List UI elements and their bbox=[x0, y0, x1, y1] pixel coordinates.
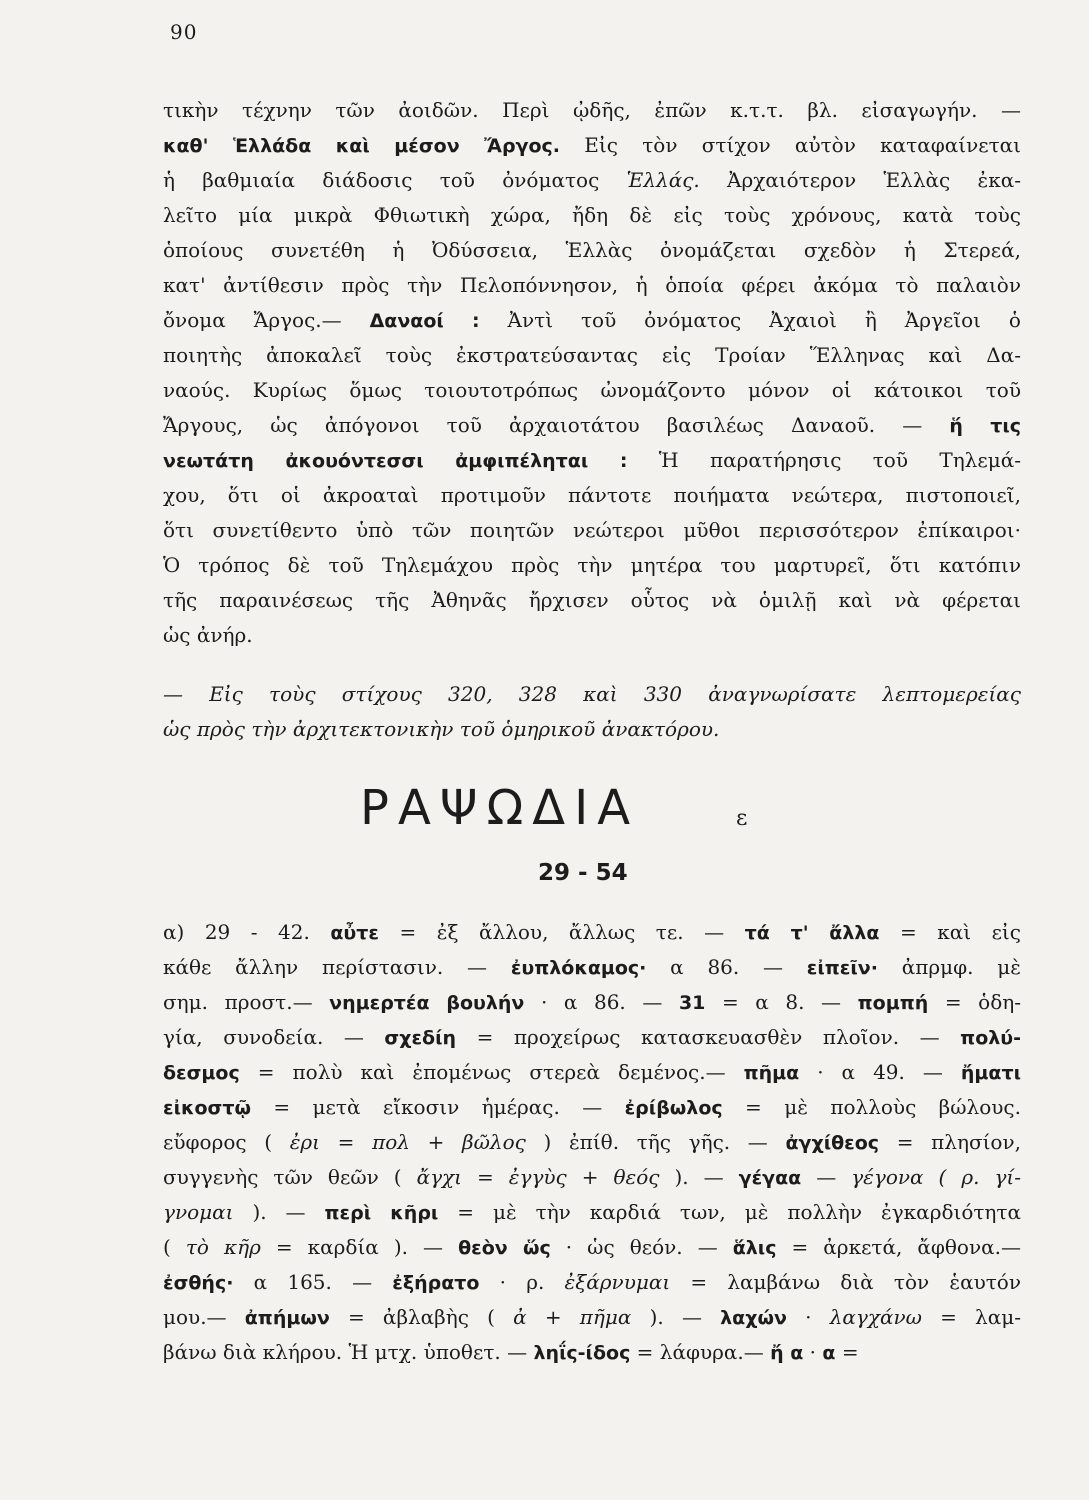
text-run: ὡς ἀνήρ. bbox=[163, 623, 253, 647]
text-run: = μετὰ εἴκοσιν ἡμέρας. — bbox=[250, 1095, 625, 1119]
text-run: κατ' ἀντίθεσιν πρὸς τὴν Πελοπόννησον, ἡ ὁποία φέρει ἀκόμα τὸ παλαιὸν bbox=[163, 273, 1021, 297]
text-line bbox=[163, 1230, 1021, 1265]
text-line bbox=[163, 677, 1021, 712]
text-run: = ἀρκετά, ἄφθονα.— bbox=[776, 1235, 1021, 1259]
text-run: = ἐξ ἄλλου, ἄλλως τε. — bbox=[378, 920, 745, 944]
architecture-note bbox=[163, 677, 1021, 747]
lemma: καθ' Ἑλλάδα καὶ μέσον Ἄργος. bbox=[163, 135, 561, 157]
text-line bbox=[163, 548, 1021, 583]
text-line bbox=[163, 128, 1021, 163]
text-run: λεῖτο μία μικρὰ Φθιωτικὴ χώρα, ἤδη δὲ εἰς τοὺς χρόνους, κατὰ τοὺς bbox=[163, 203, 1021, 227]
lemma: εἰπεῖν· bbox=[806, 957, 878, 979]
text-run: · bbox=[803, 1340, 823, 1364]
text-line bbox=[163, 950, 1021, 985]
text-run: = ἀβλαβὴς ( bbox=[329, 1305, 514, 1329]
lemma: δεσμος bbox=[163, 1062, 240, 1084]
lemma: πῆμα bbox=[743, 1062, 800, 1084]
text-line bbox=[163, 1090, 1021, 1125]
text-line bbox=[163, 1020, 1021, 1055]
text-run: συγγενὴς τῶν θεῶν ( bbox=[163, 1165, 417, 1189]
italic-text: ἀ + πῆμα bbox=[513, 1305, 632, 1329]
lemma: ἐξήρατο bbox=[392, 1272, 480, 1294]
text-run: βάνω διὰ κλήρου. Ἡ μτχ. ὑποθετ. — bbox=[163, 1340, 534, 1364]
text-run: εὔφορος ( bbox=[163, 1130, 290, 1154]
text-run: · ρ. bbox=[479, 1270, 565, 1294]
rhapsody-letter: ε bbox=[736, 806, 748, 831]
lemma: ἐσθής· bbox=[163, 1272, 234, 1294]
lemma: ἐυπλόκαμος· bbox=[510, 957, 647, 979]
text-run: ). — bbox=[233, 1200, 325, 1224]
text-run: = λαμ- bbox=[921, 1305, 1021, 1329]
text-run: = λάφυρα.— bbox=[630, 1340, 771, 1364]
text-run: ὄνομα Ἄργος.— bbox=[163, 308, 370, 332]
italic-text: γνομαι bbox=[163, 1200, 234, 1224]
lemma: ἀπήμων bbox=[244, 1307, 330, 1329]
text-run: = α 8. — bbox=[705, 990, 858, 1014]
italic-text: τὸ κῆρ bbox=[185, 1235, 261, 1259]
text-line bbox=[163, 303, 1021, 338]
text-line bbox=[163, 198, 1021, 233]
text-run: ὡς πρὸς τὴν ἀρχιτεκτονικὴν τοῦ ὁμηρικοῦ ἀνακτόρου. bbox=[163, 717, 720, 741]
text-line bbox=[163, 513, 1021, 548]
text-line bbox=[163, 915, 1021, 950]
lemma: θεὸν ὥς bbox=[458, 1237, 551, 1259]
text-run: χου, ὅτι οἱ ἀκροαταὶ προτιμοῦν πάντοτε ποιήματα νεώτερα, πιστοποιεῖ, bbox=[163, 483, 1021, 507]
lemma: ληΐς-ίδος bbox=[533, 1342, 631, 1364]
text-run: · α 49. — bbox=[799, 1060, 961, 1084]
text-run: ἀπρμφ. μὲ bbox=[877, 955, 1021, 979]
text-line bbox=[163, 1055, 1021, 1090]
text-line bbox=[163, 712, 1021, 747]
page-number: 90 bbox=[170, 20, 198, 44]
lemma: περὶ κῆρι bbox=[324, 1202, 439, 1224]
text-run: τῆς παραινέσεως τῆς Ἀθηνᾶς ἤρχισεν οὗτος νὰ ὁμιλῇ καὶ νὰ φέρεται bbox=[163, 588, 1021, 612]
text-line bbox=[163, 163, 1021, 198]
lemma: σχεδίη bbox=[384, 1027, 457, 1049]
text-run: = καὶ εἰς bbox=[879, 920, 1021, 944]
text-run: = μὲ πολλοὺς βώλους. bbox=[722, 1095, 1021, 1119]
text-run: α) 29 - 42. bbox=[163, 920, 331, 944]
text-line bbox=[163, 443, 1021, 478]
lemma: ἐρίβωλος bbox=[624, 1097, 723, 1119]
text-line bbox=[163, 478, 1021, 513]
text-run: · bbox=[786, 1305, 830, 1329]
lemma: α bbox=[822, 1342, 836, 1364]
text-run: = πολὺ καὶ ἐπομένως στερεὰ δεμένος.— bbox=[239, 1060, 744, 1084]
text-run: = ὁδη- bbox=[928, 990, 1021, 1014]
text-run: ναούς. Κυρίως ὅμως τοιουτοτρόπως ὠνομάζοντο μόνον οἱ κάτοικοι τοῦ bbox=[163, 378, 1021, 402]
text-run: σημ. προστ.— bbox=[163, 990, 330, 1014]
text-run: = λαμβάνω διὰ τὸν ἑαυτόν bbox=[670, 1270, 1022, 1294]
text-line bbox=[163, 1335, 1021, 1370]
text-run: ). — bbox=[631, 1305, 721, 1329]
text-run: Ὁ τρόπος δὲ τοῦ Τηλεμάχου πρὸς τὴν μητέρα του μαρτυρεῖ, ὅτι κατόπιν bbox=[163, 553, 1021, 577]
lemma: λαχών bbox=[720, 1307, 787, 1329]
lemma: πολύ- bbox=[960, 1027, 1021, 1049]
text-run: Εἰς τὸν στίχον αὐτὸν καταφαίνεται bbox=[560, 133, 1021, 157]
text-run: α 86. — bbox=[646, 955, 807, 979]
text-run: ὁποίους συνετέθη ἡ Ὀδύσσεια, Ἑλλὰς ὀνομάζεται σχεδὸν ἡ Στερεά, bbox=[163, 238, 1021, 262]
text-run: ἡ βαθμιαία διάδοσις τοῦ ὀνόματος bbox=[163, 168, 627, 192]
lemma: 31 bbox=[678, 992, 706, 1014]
text-run: γία, συνοδεία. — bbox=[163, 1025, 385, 1049]
text-line bbox=[163, 268, 1021, 303]
text-line bbox=[163, 1125, 1021, 1160]
text-run: = πλησίον, bbox=[879, 1130, 1021, 1154]
text-run: α 165. — bbox=[233, 1270, 393, 1294]
text-line bbox=[163, 93, 1021, 128]
italic-text: λαγχάνω bbox=[829, 1305, 922, 1329]
lemma: εἰκοστῷ bbox=[163, 1097, 251, 1119]
verse-range: 29 - 54 bbox=[538, 860, 628, 886]
text-line bbox=[163, 1195, 1021, 1230]
text-run: ) ἐπίθ. τῆς γῆς. — bbox=[525, 1130, 786, 1154]
italic-text: ἐρι = πολ + βῶλος bbox=[289, 1130, 526, 1154]
text-run: μου.— bbox=[163, 1305, 245, 1329]
text-run: Ἄργους, ὡς ἀπόγονοι τοῦ ἀρχαιοτάτου βασιλέως Δαναοῦ. — bbox=[163, 413, 950, 437]
lemma: ἤματι bbox=[960, 1062, 1021, 1084]
text-run: Ἡ παρατήρησις τοῦ Τηλεμά- bbox=[627, 448, 1021, 472]
text-line bbox=[163, 1300, 1021, 1335]
italic-text: ἄγχι = ἐγγὺς + θεός bbox=[416, 1165, 660, 1189]
text-line bbox=[163, 1160, 1021, 1195]
text-run: · ὡς θεόν. — bbox=[550, 1235, 733, 1259]
lemma: νεωτάτη ἀκουόντεσσι ἀμφιπέληται : bbox=[163, 450, 628, 472]
lemma: ἥ τις bbox=[949, 415, 1022, 437]
text-line bbox=[163, 618, 1021, 653]
lemma: ἅλις bbox=[732, 1237, 777, 1259]
rhapsody-title: ΡΑΨΩΔΙΑ bbox=[360, 780, 640, 836]
text-run: · α 86. — bbox=[524, 990, 679, 1014]
text-line bbox=[163, 373, 1021, 408]
text-run: Ἀντὶ τοῦ ὀνόματος Ἀχαιοὶ ἢ Ἀργεῖοι ὁ bbox=[479, 308, 1021, 332]
text-line bbox=[163, 1265, 1021, 1300]
text-run: — Εἰς τοὺς στίχους 320, 328 καὶ 330 ἀναγνωρίσατε λεπτομερείας bbox=[163, 682, 1021, 706]
text-run: Ἀρχαιότερον Ἑλλὰς ἐκα- bbox=[699, 168, 1021, 192]
text-line bbox=[163, 985, 1021, 1020]
text-run: = καρδία ). — bbox=[260, 1235, 459, 1259]
lemma: τά τ' ἄλλα bbox=[744, 922, 880, 944]
italic-text: ἐξάρνυμαι bbox=[564, 1270, 671, 1294]
italic-text: γέγονα ( ρ. γί- bbox=[851, 1165, 1022, 1189]
text-run: = bbox=[835, 1340, 859, 1364]
text-line bbox=[163, 233, 1021, 268]
lemma: γέγαα bbox=[738, 1167, 802, 1189]
text-line bbox=[163, 408, 1021, 443]
text-run: ποιητὴς ἀποκαλεῖ τοὺς ἐκστρατεύσαντας εἰς Τροίαν Ἕλληνας καὶ Δα- bbox=[163, 343, 1021, 367]
lemma: αὖτε bbox=[330, 922, 379, 944]
text-line bbox=[163, 583, 1021, 618]
text-run: — bbox=[801, 1165, 852, 1189]
italic-text: Ἑλλάς. bbox=[626, 168, 700, 192]
verse-commentary bbox=[163, 915, 1021, 1370]
lemma: νημερτέα βουλήν bbox=[329, 992, 525, 1014]
intro-commentary bbox=[163, 93, 1021, 653]
lemma: πομπή bbox=[857, 992, 929, 1014]
lemma: Δαναοί : bbox=[369, 310, 480, 332]
text-run: = προχείρως κατασκευασθὲν πλοῖον. — bbox=[456, 1025, 961, 1049]
text-run: τικὴν τέχνην τῶν ἀοιδῶν. Περὶ ᾠδῆς, ἐπῶν κ.τ.τ. βλ. εἰσαγωγήν. — bbox=[163, 98, 1021, 122]
text-run: ). — bbox=[659, 1165, 739, 1189]
text-run: ὅτι συνετίθεντο ὑπὸ τῶν ποιητῶν νεώτεροι μῦθοι περισσότερον ἐπίκαιροι· bbox=[163, 518, 1021, 542]
lemma: ἤ α bbox=[770, 1342, 804, 1364]
lemma: ἀγχίθεος bbox=[785, 1132, 880, 1154]
text-line bbox=[163, 338, 1021, 373]
text-run: = μὲ τὴν καρδιά των, μὲ πολλὴν ἐγκαρδιότητα bbox=[438, 1200, 1021, 1224]
text-run: κάθε ἄλλην περίστασιν. — bbox=[163, 955, 511, 979]
text-run: ( bbox=[163, 1235, 186, 1259]
